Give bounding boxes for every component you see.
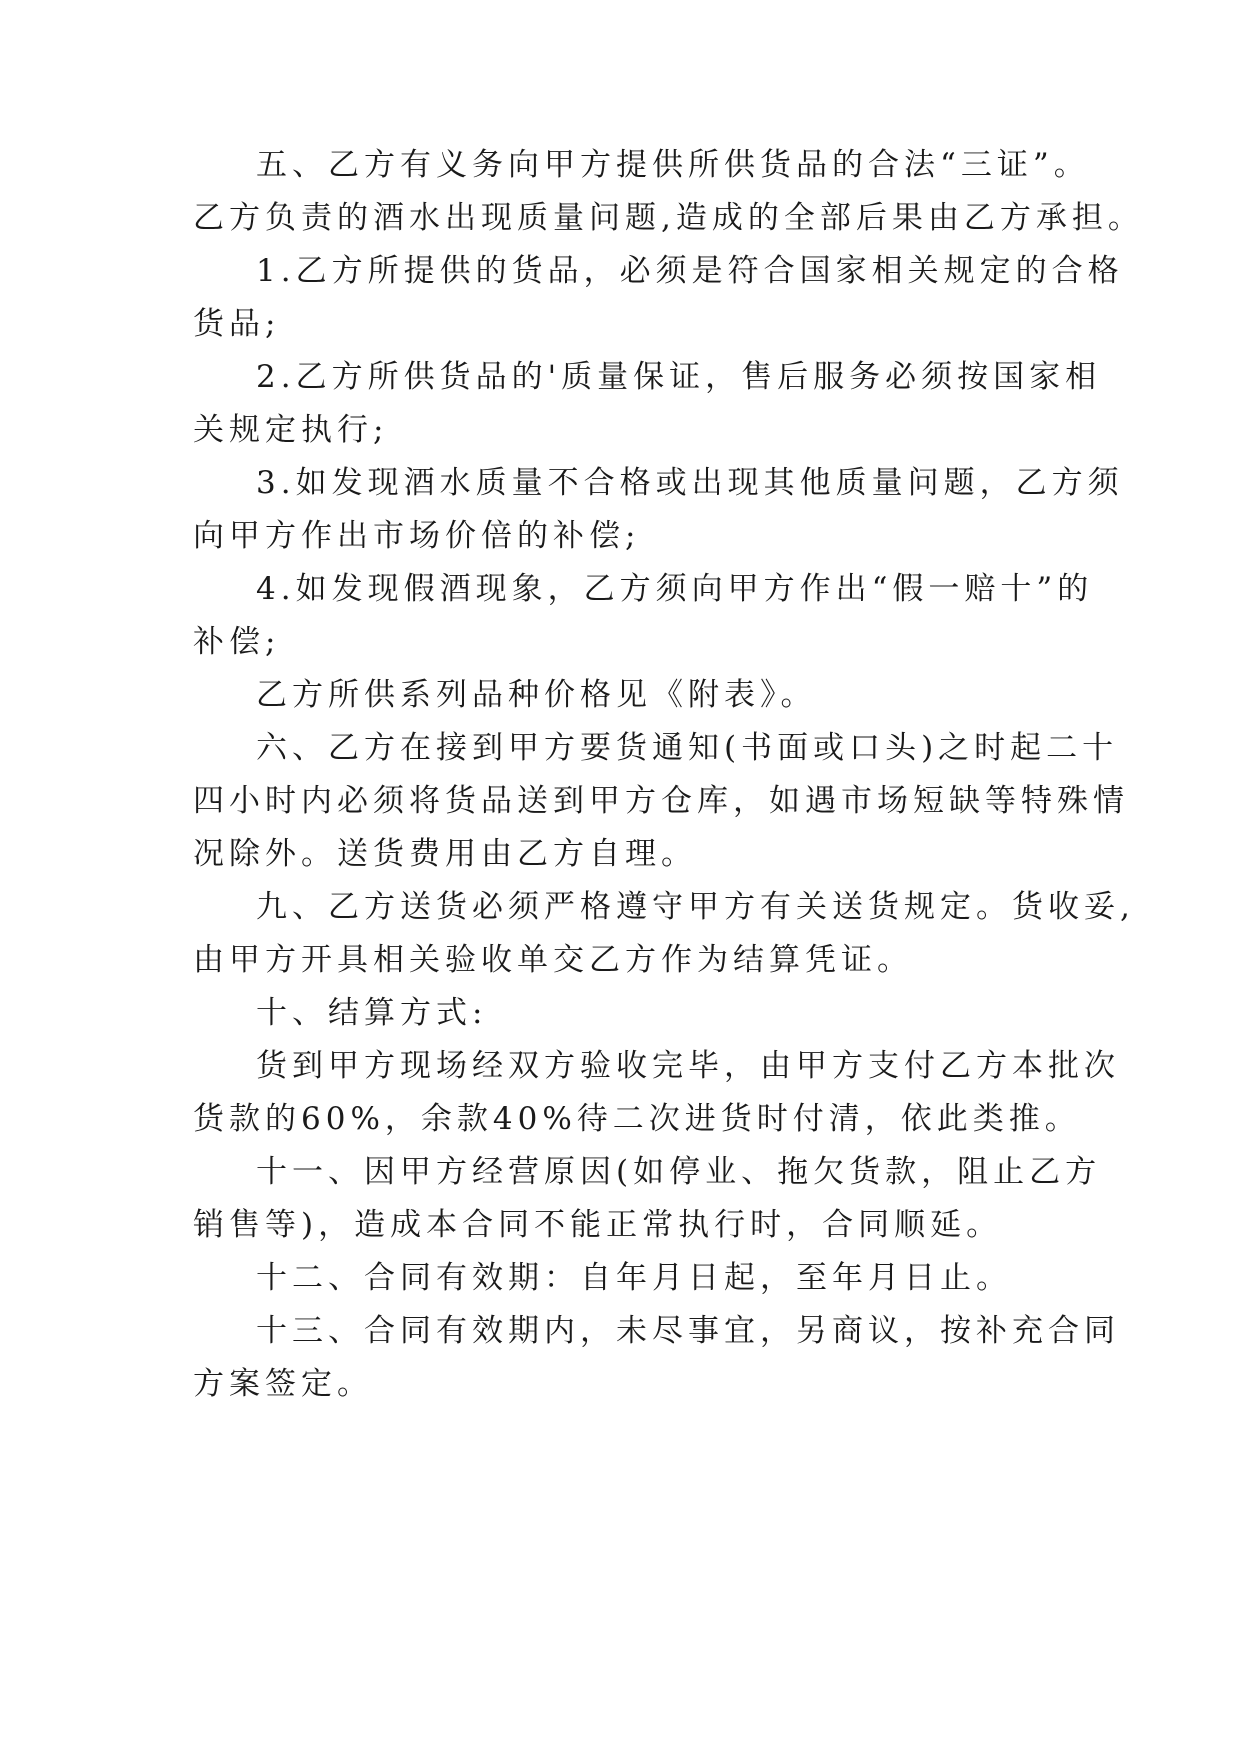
text-line: 向甲方作出市场价倍的补偿;: [193, 518, 641, 554]
text-line: 3.如发现酒水质量不合格或出现其他质量问题，乙方须: [256, 465, 1124, 501]
text-line: 九、乙方送货必须严格遵守甲方有关送货规定。货收妥,: [256, 889, 1135, 925]
text-line: 乙方所供系列品种价格见《附表》。: [256, 677, 817, 713]
text-line: 况除外。送货费用由乙方自理。: [193, 836, 697, 872]
text-line: 方案签定。: [193, 1366, 373, 1402]
text-line: 十三、合同有效期内，未尽事宜，另商议，按补充合同: [256, 1313, 1120, 1349]
text-line: 4.如发现假酒现象，乙方须向甲方作出“假一赔十”的: [256, 571, 1094, 607]
text-line: 十一、因甲方经营原因(如停业、拖欠货款，阻止乙方: [256, 1154, 1102, 1190]
text-line: 货到甲方现场经双方验收完毕，由甲方支付乙方本批次: [256, 1048, 1120, 1084]
text-line: 货品;: [193, 306, 281, 342]
text-line: 货款的60%，余款40%待二次进货时付清，依此类推。: [193, 1101, 1081, 1137]
text-line: 五、乙方有义务向甲方提供所供货品的合法“三证”。: [256, 147, 1090, 183]
text-line: 1.乙方所提供的货品，必须是符合国家相关规定的合格: [256, 253, 1124, 289]
text-line: 六、乙方在接到甲方要货通知(书面或口头)之时起二十: [256, 730, 1119, 766]
text-line: 补偿;: [193, 624, 281, 660]
text-line: 乙方负责的酒水出现质量问题,造成的全部后果由乙方承担。: [193, 200, 1144, 236]
text-line: 2.乙方所供货品的'质量保证，售后服务必须按国家相: [256, 359, 1102, 395]
text-line: 四小时内必须将货品送到甲方仓库，如遇市场短缺等特殊情: [193, 783, 1129, 819]
text-line: 由甲方开具相关验收单交乙方作为结算凭证。: [193, 942, 913, 978]
text-line: 十、结算方式:: [256, 995, 488, 1031]
text-line: 十二、合同有效期：自年月日起，至年月日止。: [256, 1260, 1012, 1296]
text-line: 关规定执行;: [193, 412, 389, 448]
text-line: 销售等)，造成本合同不能正常执行时，合同顺延。: [193, 1207, 1003, 1243]
